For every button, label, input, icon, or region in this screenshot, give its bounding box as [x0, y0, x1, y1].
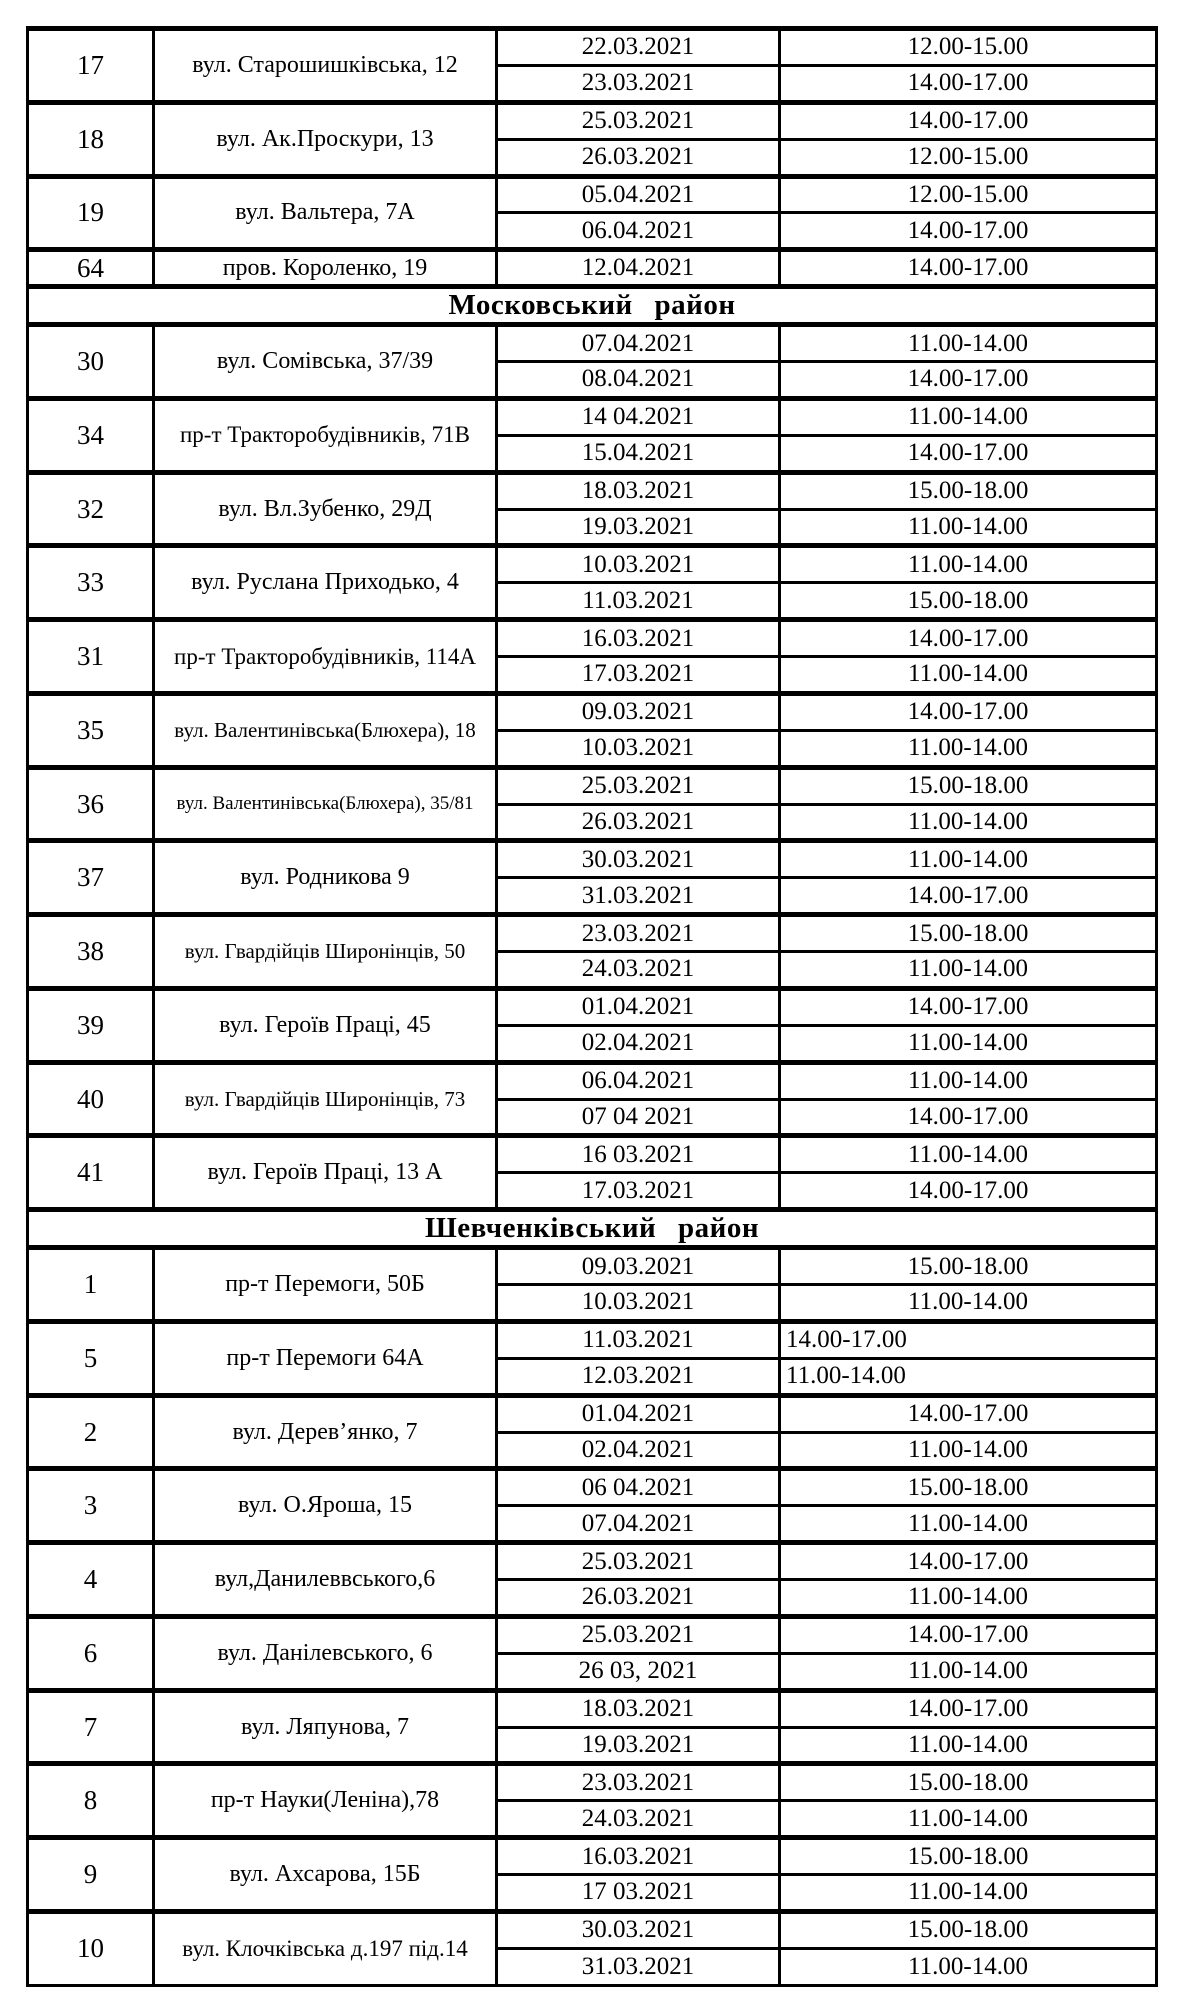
time-cell: 15.00-18.00 [780, 1248, 1157, 1285]
date-cell: 12.04.2021 [497, 250, 780, 287]
row-number-cell: 34 [28, 398, 154, 472]
date-cell: 17.03.2021 [497, 657, 780, 694]
date-cell: 17 03.2021 [497, 1875, 780, 1912]
schedule-row [28, 1911, 1157, 1948]
date-cell: 06.04.2021 [497, 213, 780, 250]
time-cell: 15.00-18.00 [780, 1764, 1157, 1801]
date-cell: 12.03.2021 [497, 1358, 780, 1395]
date-cell: 08.04.2021 [497, 362, 780, 399]
row-number-cell: 64 [28, 250, 154, 287]
schedule-row [28, 472, 1157, 509]
address-cell: вул. Дерев’янко, 7 [154, 1395, 497, 1469]
schedule-table-body [28, 29, 1157, 1986]
date-cell: 24.03.2021 [497, 952, 780, 989]
date-cell: 10.03.2021 [497, 730, 780, 767]
date-cell: 10.03.2021 [497, 546, 780, 583]
schedule-row [28, 546, 1157, 583]
row-number-cell: 7 [28, 1690, 154, 1764]
time-cell: 11.00-14.00 [780, 841, 1157, 878]
date-cell: 26.03.2021 [497, 139, 780, 176]
time-cell: 14.00-17.00 [780, 1690, 1157, 1727]
time-cell: 11.00-14.00 [780, 1025, 1157, 1062]
address-cell: вул. Руслана Приходько, 4 [154, 546, 497, 620]
schedule-row [28, 1062, 1157, 1099]
schedule-row [28, 1321, 1157, 1358]
address-cell: вул. Валентинівська(Блюхера), 35/81 [154, 767, 497, 841]
time-cell: 11.00-14.00 [780, 325, 1157, 362]
date-cell: 09.03.2021 [497, 1248, 780, 1285]
schedule-row [28, 1838, 1157, 1875]
time-cell: 11.00-14.00 [780, 546, 1157, 583]
row-number-cell: 37 [28, 841, 154, 915]
time-cell: 14.00-17.00 [780, 362, 1157, 399]
time-cell: 15.00-18.00 [780, 915, 1157, 952]
address-cell: пр-т Перемоги, 50Б [154, 1248, 497, 1322]
date-cell: 25.03.2021 [497, 1616, 780, 1653]
schedule-row [28, 915, 1157, 952]
time-cell: 14.00-17.00 [780, 1616, 1157, 1653]
address-cell: пр-т Науки(Леніна),78 [154, 1764, 497, 1838]
date-cell: 07.04.2021 [497, 1506, 780, 1543]
time-cell: 11.00-14.00 [780, 1062, 1157, 1099]
date-cell: 30.03.2021 [497, 841, 780, 878]
row-number-cell: 35 [28, 693, 154, 767]
schedule-row [28, 988, 1157, 1025]
date-cell: 10.03.2021 [497, 1285, 780, 1322]
date-cell: 02.04.2021 [497, 1025, 780, 1062]
schedule-row [28, 767, 1157, 804]
schedule-row [28, 620, 1157, 657]
time-cell: 14.00-17.00 [780, 1099, 1157, 1136]
address-cell: вул. Гвардійців Широнінців, 73 [154, 1062, 497, 1136]
row-number-cell: 2 [28, 1395, 154, 1469]
time-cell: 14.00-17.00 [780, 102, 1157, 139]
schedule-row [28, 29, 1157, 66]
date-cell: 26 03, 2021 [497, 1653, 780, 1690]
time-cell: 11.00-14.00 [780, 1580, 1157, 1617]
address-cell: вул. Вл.Зубенко, 29Д [154, 472, 497, 546]
address-cell: вул. Героїв Праці, 45 [154, 988, 497, 1062]
schedule-row [28, 1616, 1157, 1653]
row-number-cell: 36 [28, 767, 154, 841]
date-cell: 07 04 2021 [497, 1099, 780, 1136]
time-cell: 14.00-17.00 [780, 250, 1157, 287]
address-cell: вул. Ак.Проскури, 13 [154, 102, 497, 176]
time-cell: 11.00-14.00 [780, 1358, 1157, 1395]
time-cell: 11.00-14.00 [780, 657, 1157, 694]
schedule-row [28, 1248, 1157, 1285]
date-cell: 02.04.2021 [497, 1432, 780, 1469]
time-cell: 14.00-17.00 [780, 65, 1157, 102]
schedule-row [28, 1395, 1157, 1432]
address-cell: вул. Ахсарова, 15Б [154, 1838, 497, 1912]
time-cell: 11.00-14.00 [780, 1285, 1157, 1322]
row-number-cell: 39 [28, 988, 154, 1062]
address-cell: вул,Данилеввського,6 [154, 1543, 497, 1617]
address-cell: вул. Данілевського, 6 [154, 1616, 497, 1690]
time-cell: 14.00-17.00 [780, 1173, 1157, 1210]
time-cell: 15.00-18.00 [780, 472, 1157, 509]
row-number-cell: 1 [28, 1248, 154, 1322]
address-cell: вул. Сомівська, 37/39 [154, 325, 497, 399]
time-cell: 11.00-14.00 [780, 1875, 1157, 1912]
time-cell: 14.00-17.00 [780, 1395, 1157, 1432]
address-cell: вул. Валентинівська(Блюхера), 18 [154, 693, 497, 767]
time-cell: 11.00-14.00 [780, 509, 1157, 546]
time-cell: 11.00-14.00 [780, 1136, 1157, 1173]
time-cell: 11.00-14.00 [780, 952, 1157, 989]
schedule-row [28, 1543, 1157, 1580]
date-cell: 31.03.2021 [497, 1948, 780, 1985]
date-cell: 11.03.2021 [497, 583, 780, 620]
section-header-row [28, 287, 1157, 325]
time-cell: 12.00-15.00 [780, 29, 1157, 66]
time-cell: 11.00-14.00 [780, 804, 1157, 841]
schedule-row [28, 102, 1157, 139]
time-cell: 11.00-14.00 [780, 1727, 1157, 1764]
address-cell: вул. Героїв Праці, 13 А [154, 1136, 497, 1210]
schedule-row [28, 1136, 1157, 1173]
time-cell: 15.00-18.00 [780, 767, 1157, 804]
time-cell: 14.00-17.00 [780, 435, 1157, 472]
address-cell: вул. О.Яроша, 15 [154, 1469, 497, 1543]
address-cell: пр-т Тракторобудівників, 71В [154, 398, 497, 472]
date-cell: 01.04.2021 [497, 1395, 780, 1432]
time-cell: 14.00-17.00 [780, 988, 1157, 1025]
section-header-row [28, 1210, 1157, 1248]
time-cell: 11.00-14.00 [780, 730, 1157, 767]
date-cell: 16.03.2021 [497, 620, 780, 657]
schedule-table [26, 26, 1158, 1987]
address-cell: пр-т Тракторобудівників, 114А [154, 620, 497, 694]
row-number-cell: 33 [28, 546, 154, 620]
time-cell: 12.00-15.00 [780, 176, 1157, 213]
row-number-cell: 5 [28, 1321, 154, 1395]
row-number-cell: 10 [28, 1911, 154, 1985]
date-cell: 15.04.2021 [497, 435, 780, 472]
date-cell: 24.03.2021 [497, 1801, 780, 1838]
section-header-label: Шевченківський район [28, 1210, 1157, 1248]
date-cell: 19.03.2021 [497, 509, 780, 546]
date-cell: 01.04.2021 [497, 988, 780, 1025]
date-cell: 23.03.2021 [497, 915, 780, 952]
date-cell: 25.03.2021 [497, 1543, 780, 1580]
time-cell: 11.00-14.00 [780, 1801, 1157, 1838]
date-cell: 26.03.2021 [497, 1580, 780, 1617]
schedule-row [28, 325, 1157, 362]
date-cell: 16 03.2021 [497, 1136, 780, 1173]
schedule-row [28, 1764, 1157, 1801]
date-cell: 11.03.2021 [497, 1321, 780, 1358]
row-number-cell: 4 [28, 1543, 154, 1617]
address-cell: пров. Короленко, 19 [154, 250, 497, 287]
time-cell: 11.00-14.00 [780, 1948, 1157, 1985]
date-cell: 17.03.2021 [497, 1173, 780, 1210]
date-cell: 07.04.2021 [497, 325, 780, 362]
row-number-cell: 41 [28, 1136, 154, 1210]
row-number-cell: 30 [28, 325, 154, 399]
schedule-row [28, 398, 1157, 435]
date-cell: 14 04.2021 [497, 398, 780, 435]
time-cell: 12.00-15.00 [780, 139, 1157, 176]
row-number-cell: 32 [28, 472, 154, 546]
row-number-cell: 19 [28, 176, 154, 250]
date-cell: 25.03.2021 [497, 102, 780, 139]
time-cell: 14.00-17.00 [780, 1321, 1157, 1358]
row-number-cell: 8 [28, 1764, 154, 1838]
date-cell: 30.03.2021 [497, 1911, 780, 1948]
time-cell: 11.00-14.00 [780, 1432, 1157, 1469]
schedule-row [28, 1690, 1157, 1727]
time-cell: 14.00-17.00 [780, 620, 1157, 657]
row-number-cell: 18 [28, 102, 154, 176]
date-cell: 05.04.2021 [497, 176, 780, 213]
time-cell: 14.00-17.00 [780, 213, 1157, 250]
row-number-cell: 31 [28, 620, 154, 694]
schedule-row [28, 841, 1157, 878]
address-cell: вул. Вальтера, 7А [154, 176, 497, 250]
row-number-cell: 6 [28, 1616, 154, 1690]
time-cell: 11.00-14.00 [780, 1653, 1157, 1690]
time-cell: 15.00-18.00 [780, 1838, 1157, 1875]
schedule-row [28, 250, 1157, 287]
date-cell: 19.03.2021 [497, 1727, 780, 1764]
time-cell: 14.00-17.00 [780, 693, 1157, 730]
address-cell: вул. Гвардійців Широнінців, 50 [154, 915, 497, 989]
date-cell: 22.03.2021 [497, 29, 780, 66]
time-cell: 15.00-18.00 [780, 583, 1157, 620]
date-cell: 31.03.2021 [497, 878, 780, 915]
schedule-row [28, 176, 1157, 213]
time-cell: 14.00-17.00 [780, 1543, 1157, 1580]
row-number-cell: 40 [28, 1062, 154, 1136]
time-cell: 11.00-14.00 [780, 1506, 1157, 1543]
time-cell: 11.00-14.00 [780, 398, 1157, 435]
address-cell: вул. Родникова 9 [154, 841, 497, 915]
date-cell: 23.03.2021 [497, 65, 780, 102]
row-number-cell: 38 [28, 915, 154, 989]
section-header-label: Московський район [28, 287, 1157, 325]
time-cell: 15.00-18.00 [780, 1469, 1157, 1506]
date-cell: 16.03.2021 [497, 1838, 780, 1875]
address-cell: вул. Ляпунова, 7 [154, 1690, 497, 1764]
row-number-cell: 3 [28, 1469, 154, 1543]
row-number-cell: 9 [28, 1838, 154, 1912]
date-cell: 06.04.2021 [497, 1062, 780, 1099]
row-number-cell: 17 [28, 29, 154, 103]
address-cell: вул. Старошишківська, 12 [154, 29, 497, 103]
date-cell: 25.03.2021 [497, 767, 780, 804]
date-cell: 09.03.2021 [497, 693, 780, 730]
address-cell: вул. Клочківська д.197 під.14 [154, 1911, 497, 1985]
date-cell: 18.03.2021 [497, 472, 780, 509]
date-cell: 06 04.2021 [497, 1469, 780, 1506]
date-cell: 23.03.2021 [497, 1764, 780, 1801]
time-cell: 14.00-17.00 [780, 878, 1157, 915]
date-cell: 26.03.2021 [497, 804, 780, 841]
schedule-row [28, 693, 1157, 730]
time-cell: 15.00-18.00 [780, 1911, 1157, 1948]
schedule-row [28, 1469, 1157, 1506]
address-cell: пр-т Перемоги 64А [154, 1321, 497, 1395]
date-cell: 18.03.2021 [497, 1690, 780, 1727]
